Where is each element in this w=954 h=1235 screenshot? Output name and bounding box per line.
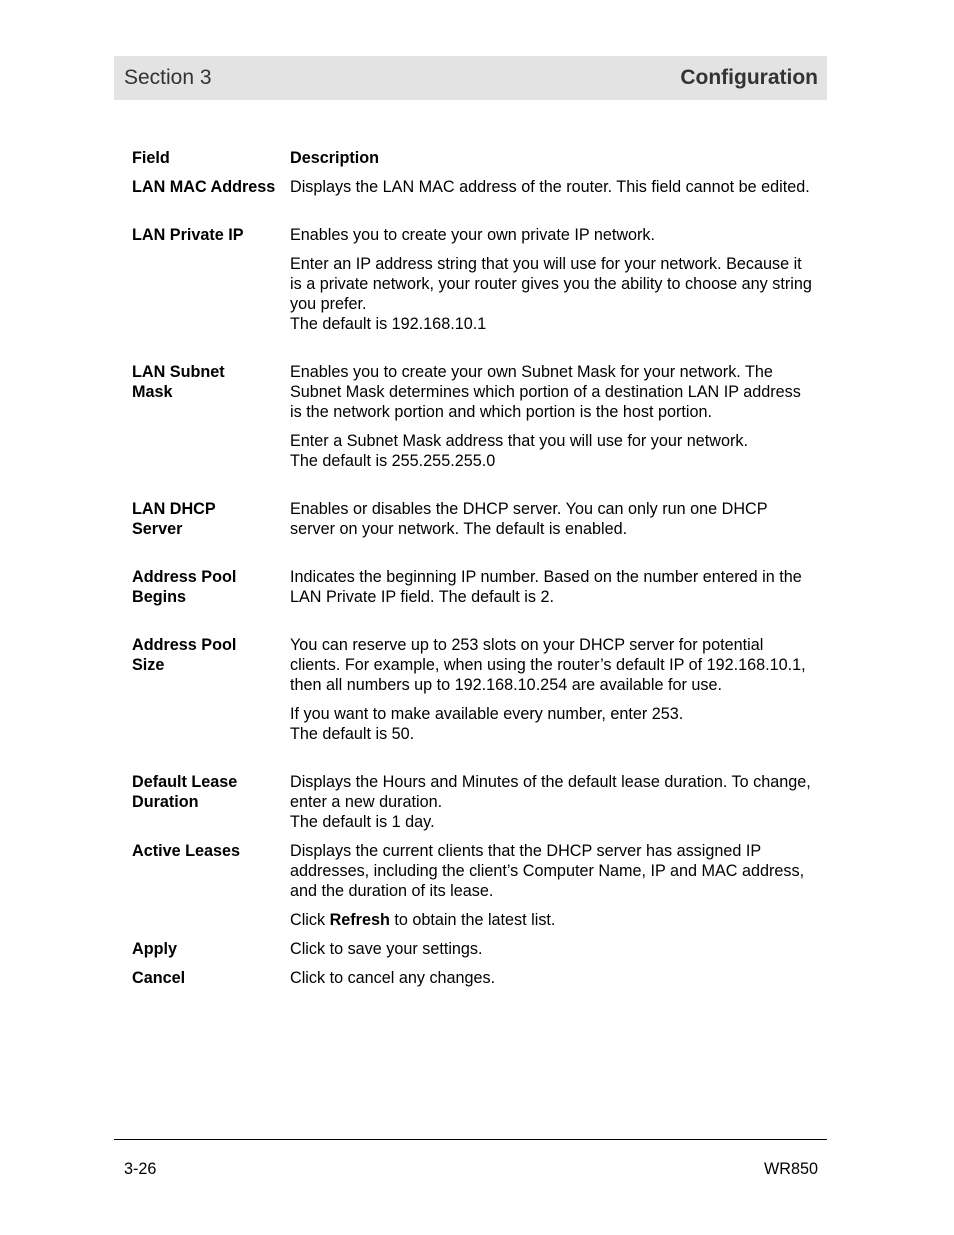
- field-description: [290, 225, 812, 343]
- description-paragraph: The default is 255.255.255.0: [290, 452, 496, 470]
- field-description: [290, 939, 812, 968]
- description-paragraph: Indicates the beginning IP number. Based on the number entered in the LAN Private IP field. The default is 2.: [290, 568, 802, 606]
- table-row: [132, 772, 812, 841]
- field-name: LAN MAC Address: [132, 178, 276, 196]
- field-description: [290, 177, 812, 206]
- description-paragraph: The default is 192.168.10.1: [290, 315, 487, 333]
- refresh-term: Refresh: [329, 911, 390, 929]
- field-name: LAN Private IP: [132, 226, 244, 244]
- description-paragraph: Displays the LAN MAC address of the router. This field cannot be edited.: [290, 178, 810, 196]
- description-paragraph: Displays the current clients that the DHCP server has assigned IP addresses, including the client’s Computer Name, IP and MAC address, and the duration of its lease.: [290, 842, 805, 900]
- column-header-field: Field: [132, 149, 170, 167]
- description-paragraph: Enter a Subnet Mask address that you will use for your network.: [290, 432, 748, 450]
- table-row: [132, 225, 812, 343]
- chapter-title: Configuration: [680, 66, 818, 89]
- field-description: [290, 499, 812, 548]
- page-number: 3-26: [124, 1160, 157, 1178]
- description-paragraph: If you want to make available every number, enter 253.: [290, 705, 684, 723]
- table-row: [132, 968, 812, 997]
- field-description: [290, 362, 812, 480]
- table-row: [132, 499, 812, 548]
- description-paragraph: You can reserve up to 253 slots on your DHCP server for potential clients. For example, when using the router’s default IP of 192.168.10.1, then all numbers up to 192.168.10.254 are available for use.: [290, 636, 806, 694]
- table-header-row: [132, 148, 812, 168]
- description-paragraph: Enables you to create your own private IP network.: [290, 226, 656, 244]
- description-paragraph: Enables you to create your own Subnet Mask for your network. The Subnet Mask determines which portion of a destination LAN IP address is the network portion and which portion is the host portion.: [290, 363, 801, 421]
- field-name: LAN DHCP Server: [132, 500, 216, 538]
- description-paragraph: Click to save your settings.: [290, 940, 483, 958]
- field-description: [290, 635, 812, 753]
- table-row: [132, 177, 812, 206]
- field-name: Apply: [132, 940, 177, 958]
- field-description: [290, 841, 812, 939]
- field-description: [290, 567, 812, 616]
- description-text: Click: [290, 911, 326, 929]
- field-description: [290, 968, 812, 997]
- page-header: [114, 56, 827, 100]
- description-paragraph: Click to cancel any changes.: [290, 969, 496, 987]
- description-text: to obtain the latest list.: [394, 911, 556, 929]
- column-header-description: Description: [290, 149, 380, 167]
- field-name: Cancel: [132, 969, 186, 987]
- field-name: Default Lease Duration: [132, 773, 238, 811]
- footer-divider: [114, 1139, 827, 1140]
- field-description: [290, 772, 812, 841]
- table-row: [132, 567, 812, 616]
- description-paragraph: Enables or disables the DHCP server. You can only run one DHCP server on your network. The default is enabled.: [290, 500, 768, 538]
- description-paragraph: The default is 1 day.: [290, 813, 435, 831]
- field-name: Address Pool Begins: [132, 568, 237, 606]
- description-paragraph: [290, 910, 812, 930]
- field-name: Active Leases: [132, 842, 240, 860]
- product-model: WR850: [764, 1160, 818, 1178]
- table-row: [132, 841, 812, 939]
- table-row: [132, 939, 812, 968]
- description-paragraph: The default is 50.: [290, 725, 415, 743]
- section-label: Section 3: [124, 66, 212, 89]
- description-paragraph: Displays the Hours and Minutes of the default lease duration. To change, enter a new duration.: [290, 773, 811, 811]
- field-name: Address Pool Size: [132, 636, 237, 674]
- field-name: LAN Subnet Mask: [132, 363, 225, 401]
- field-description-table: [132, 148, 812, 997]
- description-paragraph: Enter an IP address string that you will use for your network. Because it is a private network, your router gives you the ability to choose any string you prefer.: [290, 255, 812, 313]
- table-row: [132, 635, 812, 753]
- table-row: [132, 362, 812, 480]
